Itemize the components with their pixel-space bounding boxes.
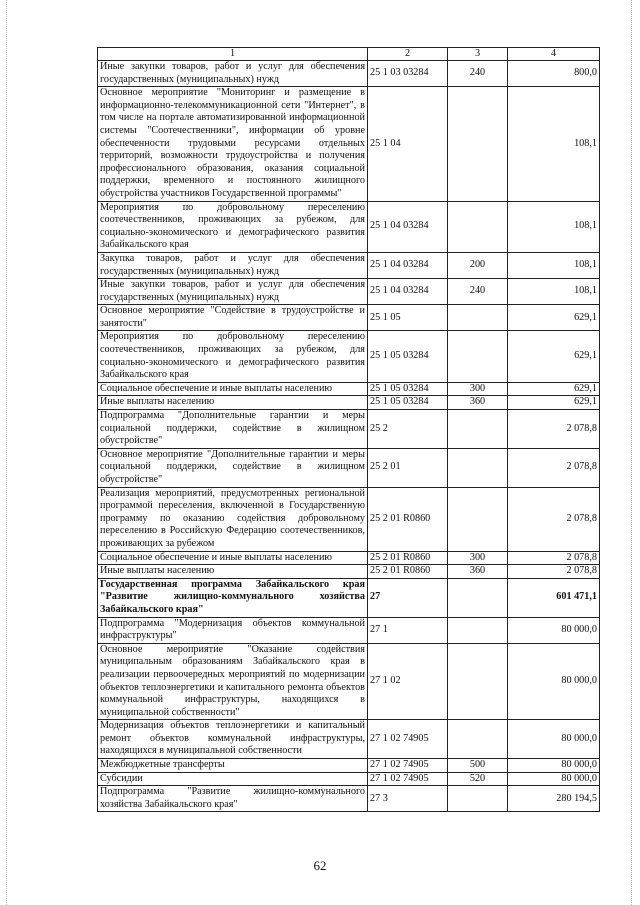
table-row [98,786,600,812]
row-type-cell: 520 [448,772,508,786]
row-name-cell: Иные закупки товаров, работ и услуг для обеспечения государственных (муниципальных) нужд [98,279,368,305]
row-type-cell [448,305,508,331]
row-amount-cell: 2 078,8 [508,565,600,579]
row-type-cell [448,410,508,449]
table-header-row [98,48,600,61]
row-name-cell: Основное мероприятие "Содействие в трудоустройстве и занятости" [98,305,368,331]
table-row [98,487,600,551]
row-name-cell: Мероприятия по добровольному переселению соотечественников, проживающих за рубежом, для социально-экономического и демографического развития Забайкальского края [98,201,368,252]
header-col-1: 1 [98,48,368,61]
table-row [98,201,600,252]
table-row [98,331,600,382]
row-amount-cell: 108,1 [508,87,600,201]
table-body [98,61,600,812]
row-amount-cell: 629,1 [508,396,600,410]
row-code-cell: 27 1 02 74905 [368,759,448,773]
table-row [98,720,600,759]
row-name-cell: Иные выплаты населению [98,396,368,410]
row-amount-cell: 80 000,0 [508,772,600,786]
row-amount-cell: 601 471,1 [508,578,600,617]
row-name-cell: Подпрограмма "Дополнительные гарантии и меры социальной поддержки, содействие в жилищном обустройстве" [98,410,368,449]
table-row [98,87,600,201]
table-row [98,448,600,487]
row-type-cell [448,643,508,720]
row-amount-cell: 2 078,8 [508,448,600,487]
row-code-cell: 25 1 04 03284 [368,279,448,305]
row-name-cell: Подпрограмма "Модернизация объектов коммунальной инфраструктуры" [98,617,368,643]
row-type-cell [448,487,508,551]
row-amount-cell: 629,1 [508,331,600,382]
page-number: 62 [313,858,327,873]
row-amount-cell: 80 000,0 [508,720,600,759]
row-amount-cell: 2 078,8 [508,487,600,551]
row-type-cell [448,87,508,201]
row-type-cell [448,720,508,759]
table-row [98,305,600,331]
scan-margin-left [6,0,7,905]
row-type-cell: 300 [448,551,508,565]
table-row [98,772,600,786]
table-row [98,279,600,305]
row-code-cell: 25 2 01 R0860 [368,551,448,565]
table-row [98,396,600,410]
header-col-3: 3 [448,48,508,61]
row-type-cell [448,201,508,252]
row-type-cell: 360 [448,565,508,579]
header-col-4: 4 [508,48,600,61]
table-row [98,643,600,720]
table-row [98,382,600,396]
header-col-2: 2 [368,48,448,61]
row-amount-cell: 629,1 [508,382,600,396]
row-amount-cell: 2 078,8 [508,551,600,565]
row-code-cell: 27 1 02 74905 [368,720,448,759]
row-type-cell: 200 [448,252,508,278]
row-type-cell: 360 [448,396,508,410]
row-code-cell: 25 1 05 03284 [368,331,448,382]
row-name-cell: Реализация мероприятий, предусмотренных региональной программой переселения, включенной в Государственную программу по оказанию содействия добровольному переселению в Российскую Федерацию соотечественников, проживающих за рубежом [98,487,368,551]
row-name-cell: Мероприятия по добровольному переселению соотечественников, проживающих за рубежом, для социально-экономического и демографического развития Забайкальского края [98,331,368,382]
row-name-cell: Государственная программа Забайкальского края "Развитие жилищно-коммунального хозяйства Забайкальского края" [98,578,368,617]
row-amount-cell: 629,1 [508,305,600,331]
row-name-cell: Подпрограмма "Развитие жилищно-коммунального хозяйства Забайкальского края" [98,786,368,812]
row-name-cell: Межбюджетные трансферты [98,759,368,773]
row-type-cell [448,617,508,643]
row-name-cell: Основное мероприятие "Дополнительные гарантии и меры социальной поддержки, содействие в жилищном обустройстве" [98,448,368,487]
row-amount-cell: 108,1 [508,252,600,278]
row-name-cell: Субсидии [98,772,368,786]
row-type-cell [448,786,508,812]
budget-table [97,47,600,812]
row-type-cell [448,331,508,382]
row-code-cell: 25 1 05 03284 [368,382,448,396]
row-code-cell: 25 2 01 R0860 [368,565,448,579]
row-code-cell: 27 [368,578,448,617]
row-code-cell: 25 2 [368,410,448,449]
table-row [98,61,600,87]
row-type-cell [448,448,508,487]
row-name-cell: Социальное обеспечение и иные выплаты населению [98,551,368,565]
row-name-cell: Социальное обеспечение и иные выплаты населению [98,382,368,396]
table-row [98,565,600,579]
table-row [98,617,600,643]
row-code-cell: 25 1 05 03284 [368,396,448,410]
row-amount-cell: 108,1 [508,279,600,305]
table-row [98,252,600,278]
row-name-cell: Основное мероприятие "Мониторинг и размещение в информационно-телекоммуникационной сети "Интернет", в том числе на портале автоматизированной информационной системы "Соотечественники", информации об уровне обеспеченности трудовыми ресурсами отдельных территорий, возможности трудоустройства и получения профессионального образования, оказания социальной поддержки, временного и постоянного жилищного обустройства участников Государственной программы" [98,87,368,201]
row-code-cell: 25 2 01 R0860 [368,487,448,551]
table-row [98,759,600,773]
row-type-cell: 500 [448,759,508,773]
row-amount-cell: 280 194,5 [508,786,600,812]
table-row [98,551,600,565]
row-type-cell: 240 [448,279,508,305]
row-name-cell: Иные закупки товаров, работ и услуг для обеспечения государственных (муниципальных) нужд [98,61,368,87]
row-amount-cell: 2 078,8 [508,410,600,449]
row-code-cell: 27 1 02 74905 [368,772,448,786]
row-code-cell: 25 1 04 [368,87,448,201]
row-type-cell [448,578,508,617]
table-row [98,410,600,449]
row-code-cell: 27 1 [368,617,448,643]
row-amount-cell: 80 000,0 [508,643,600,720]
row-code-cell: 27 1 02 [368,643,448,720]
row-name-cell: Модернизация объектов теплоэнергетики и капитальный ремонт объектов коммунальной инфраструктуры, находящихся в муниципальной собственности [98,720,368,759]
row-amount-cell: 800,0 [508,61,600,87]
row-code-cell: 27 3 [368,786,448,812]
row-name-cell: Закупка товаров, работ и услуг для обеспечения государственных (муниципальных) нужд [98,252,368,278]
row-amount-cell: 108,1 [508,201,600,252]
row-type-cell: 300 [448,382,508,396]
row-code-cell: 25 1 04 03284 [368,252,448,278]
row-name-cell: Основное мероприятие "Оказание содействия муниципальным образованиям Забайкальского края в реализации первоочередных мероприятий по модернизации объектов теплоэнергетики и капитального ремонта объектов коммунальной инфраструктуры, находящихся в муниципальной собственности" [98,643,368,720]
table-row [98,578,600,617]
row-amount-cell: 80 000,0 [508,759,600,773]
row-amount-cell: 80 000,0 [508,617,600,643]
row-code-cell: 25 1 05 [368,305,448,331]
row-code-cell: 25 2 01 [368,448,448,487]
scan-margin-right [631,0,632,905]
row-type-cell: 240 [448,61,508,87]
row-code-cell: 25 1 03 03284 [368,61,448,87]
row-code-cell: 25 1 04 03284 [368,201,448,252]
row-name-cell: Иные выплаты населению [98,565,368,579]
